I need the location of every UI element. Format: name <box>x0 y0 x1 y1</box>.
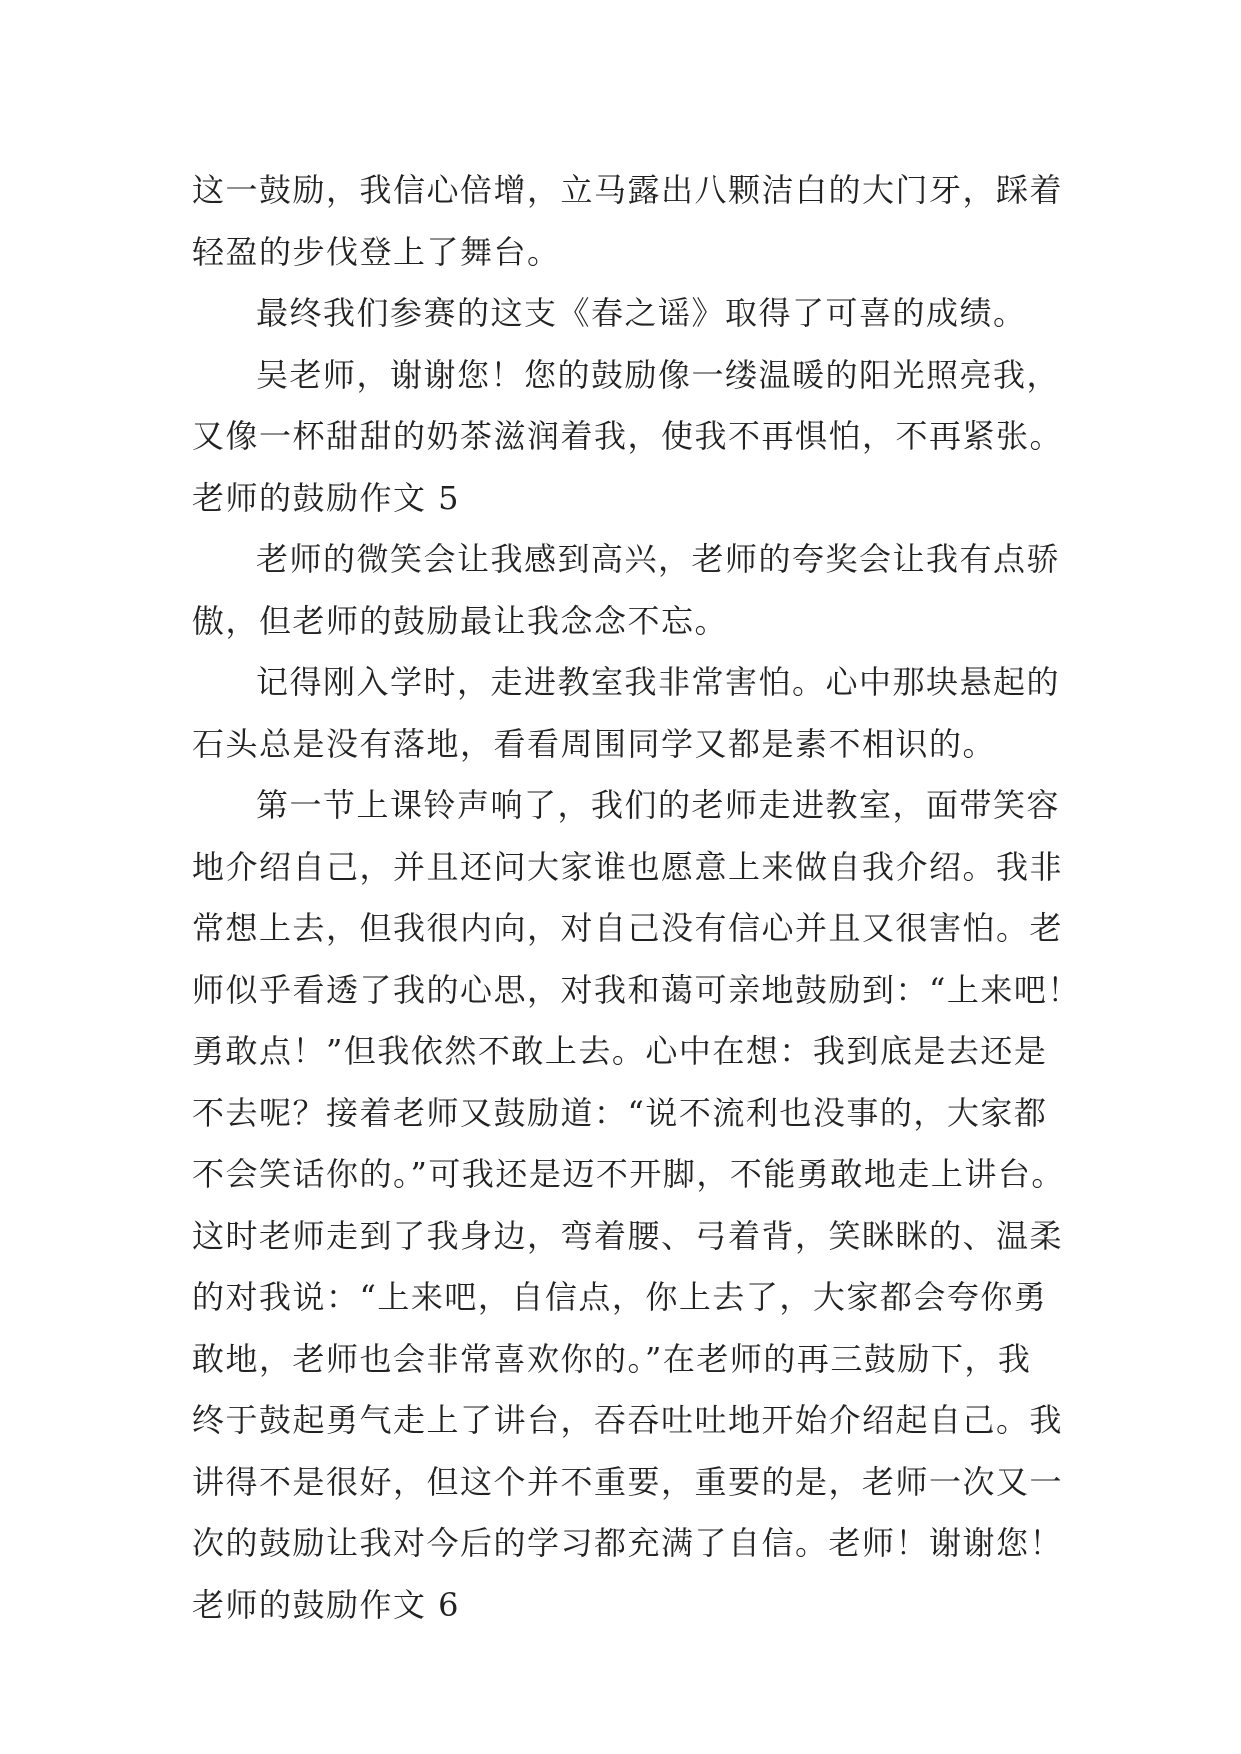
text-line: 轻盈的步伐登上了舞台。 <box>192 232 561 271</box>
paragraph-line: 老师的微笑会让我感到高兴，老师的夸奖会让我有点骄 <box>256 540 1061 578</box>
text-line: 师似乎看透了我的心思，对我和蔼可亲地鼓励到：“上来吧！ <box>192 970 1081 1009</box>
text-line: 常想上去，但我很内向，对自己没有信心并且又很害怕。老 <box>192 909 1064 947</box>
text-line: 的对我说：“上来吧，自信点，你上去了，大家都会夸你勇 <box>192 1278 1048 1316</box>
document-body <box>192 160 1081 1636</box>
section-heading-6: 老师的鼓励作文 6 <box>192 1585 461 1624</box>
text-line: 终于鼓起勇气走上了讲台，吞吞吐吐地开始介绍起自己。我 <box>192 1401 1064 1439</box>
text-line: 这一鼓励，我信心倍增，立马露出八颗洁白的大门牙，踩着 <box>192 171 1064 209</box>
text-line: 敢地，老师也会非常喜欢你的。”在老师的再三鼓励下，我 <box>192 1339 1032 1378</box>
text-line: 地介绍自己，并且还问大家谁也愿意上来做自我介绍。我非 <box>192 847 1064 886</box>
text-line: 勇敢点！”但我依然不敢上去。心中在想：我到底是去还是 <box>192 1032 1048 1070</box>
text-line: 傲，但老师的鼓励最让我念念不忘。 <box>192 601 729 640</box>
paragraph-line: 最终我们参赛的这支《春之谣》取得了可喜的成绩。 <box>256 294 1027 332</box>
text-line: 次的鼓励让我对今后的学习都充满了自信。老师！谢谢您！ <box>192 1524 1064 1562</box>
paragraph-line: 第一节上课铃声响了，我们的老师走进教室，面带笑容 <box>256 786 1061 824</box>
section-heading-5: 老师的鼓励作文 5 <box>192 478 461 517</box>
text-line: 讲得不是很好，但这个并不重要，重要的是，老师一次又一 <box>192 1462 1064 1501</box>
text-line: 这时老师走到了我身边，弯着腰、弓着背，笑眯眯的、温柔 <box>192 1216 1064 1255</box>
text-line: 石头总是没有落地，看看周围同学又都是素不相识的。 <box>192 724 997 763</box>
paragraph-line: 吴老师，谢谢您！您的鼓励像一缕温暖的阳光照亮我， <box>256 355 1061 394</box>
paragraph-line: 记得刚入学时，走进教室我非常害怕。心中那块悬起的 <box>256 663 1061 701</box>
text-line: 不去呢？接着老师又鼓励道：“说不流利也没事的，大家都 <box>192 1093 1048 1132</box>
text-line: 不会笑话你的。”可我还是迈不开脚，不能勇敢地走上讲台。 <box>192 1155 1065 1193</box>
text-line: 又像一杯甜甜的奶茶滋润着我，使我不再惧怕，不再紧张。 <box>192 417 1064 455</box>
